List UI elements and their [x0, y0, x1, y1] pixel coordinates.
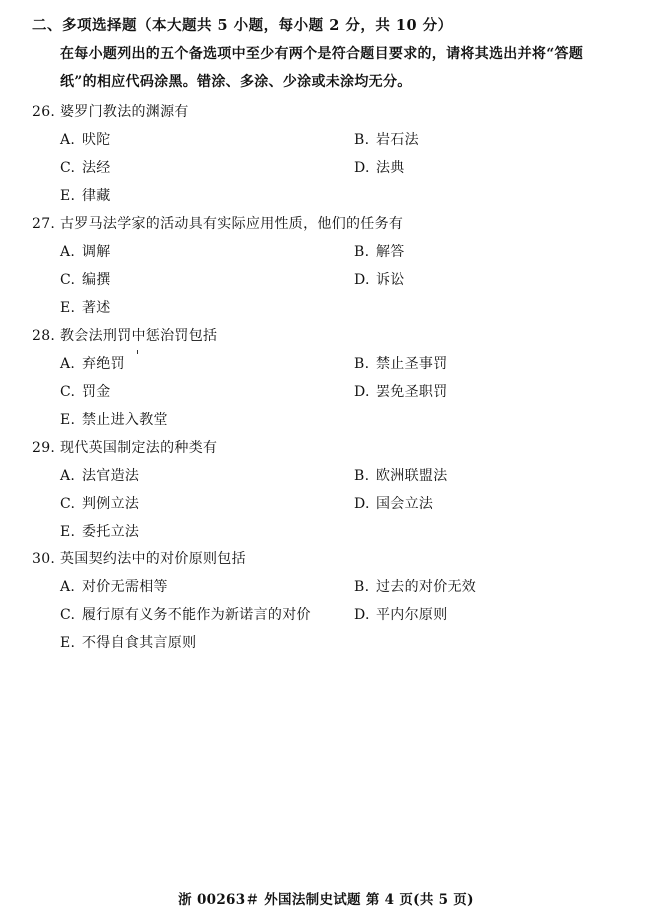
option-a — [60, 353, 125, 373]
option-text: 平内尔原则 — [376, 607, 448, 623]
option-a — [60, 241, 111, 261]
option-letter: D. — [354, 272, 370, 288]
question-text: 教会法刑罚中惩治罚包括 — [60, 328, 218, 344]
option-d — [354, 269, 405, 289]
option-letter: D. — [354, 384, 370, 400]
option-text: 罢免圣职罚 — [376, 384, 448, 400]
option-text: 对价无需相等 — [82, 579, 168, 595]
option-text: 过去的对价无效 — [376, 579, 477, 595]
option-letter: C. — [60, 384, 76, 400]
option-e — [60, 409, 168, 429]
question-stem — [32, 101, 189, 121]
option-letter: A. — [60, 356, 76, 372]
option-text: 禁止进入教堂 — [82, 412, 168, 428]
option-text: 判例立法 — [82, 496, 140, 512]
option-letter: B. — [354, 579, 370, 595]
question-text: 现代英国制定法的种类有 — [60, 440, 218, 456]
option-letter: A. — [60, 579, 76, 595]
option-letter: D. — [354, 160, 370, 176]
question-number: 26. — [32, 104, 56, 120]
option-letter: B. — [354, 356, 370, 372]
option-letter: E. — [60, 188, 76, 204]
option-text: 岩石法 — [376, 132, 419, 148]
question-number: 29. — [32, 440, 56, 456]
option-text: 解答 — [376, 244, 405, 260]
question-number: 27. — [32, 216, 56, 232]
option-text: 调解 — [82, 244, 111, 260]
question-stem — [32, 437, 217, 457]
option-b — [354, 576, 476, 596]
option-text: 法经 — [82, 160, 111, 176]
option-b — [354, 353, 448, 373]
option-letter: E. — [60, 412, 76, 428]
option-letter: D. — [354, 607, 370, 623]
option-letter: E. — [60, 635, 76, 651]
option-text: 履行原有义务不能作为新诺言的对价 — [82, 607, 311, 623]
option-text: 法典 — [376, 160, 405, 176]
option-text: 禁止圣事罚 — [376, 356, 448, 372]
option-text: 罚金 — [82, 384, 111, 400]
option-text: 法官造法 — [82, 468, 140, 484]
option-a — [60, 576, 168, 596]
option-c — [60, 381, 111, 401]
option-text: 欧洲联盟法 — [376, 468, 448, 484]
option-text: 律藏 — [82, 188, 111, 204]
option-text: 著述 — [82, 300, 111, 316]
option-text: 委托立法 — [82, 524, 140, 540]
option-d — [354, 604, 448, 624]
option-e — [60, 632, 196, 652]
option-letter: E. — [60, 300, 76, 316]
option-b — [354, 241, 405, 261]
option-letter: C. — [60, 160, 76, 176]
option-letter: B. — [354, 468, 370, 484]
option-text: 弃绝罚 — [82, 356, 125, 372]
option-letter: A. — [60, 132, 76, 148]
option-text: 不得自食其言原则 — [82, 635, 197, 651]
option-c — [60, 604, 311, 624]
option-c — [60, 493, 139, 513]
option-e — [60, 297, 111, 317]
section-title: 二、多项选择题（本大题共 5 小题，每小题 2 分，共 10 分） — [32, 17, 453, 34]
option-letter: B. — [354, 244, 370, 260]
question-stem — [32, 325, 217, 345]
page-footer: 浙 00263＃ 外国法制史试题 第 4 页(共 5 页) — [178, 892, 474, 908]
option-d — [354, 493, 433, 513]
option-a — [60, 465, 139, 485]
option-letter: C. — [60, 496, 76, 512]
option-d — [354, 157, 405, 177]
option-text: 吠陀 — [82, 132, 111, 148]
option-b — [354, 465, 448, 485]
instruction-line-2: 纸”的相应代码涂黑。错涂、多涂、少涂或未涂均无分。 — [60, 74, 412, 90]
option-text: 编撰 — [82, 272, 111, 288]
scan-speck — [137, 350, 138, 354]
option-d — [354, 381, 448, 401]
option-letter: C. — [60, 607, 76, 623]
question-number: 30. — [32, 551, 56, 567]
question-number: 28. — [32, 328, 56, 344]
option-a — [60, 129, 111, 149]
option-e — [60, 521, 139, 541]
question-text: 古罗马法学家的活动具有实际应用性质，他们的任务有 — [60, 216, 404, 232]
question-stem — [32, 548, 246, 568]
option-letter: C. — [60, 272, 76, 288]
option-b — [354, 129, 419, 149]
option-c — [60, 157, 111, 177]
option-e — [60, 185, 111, 205]
question-text: 婆罗门教法的渊源有 — [60, 104, 189, 120]
option-text: 诉讼 — [376, 272, 405, 288]
option-letter: A. — [60, 468, 76, 484]
question-text: 英国契约法中的对价原则包括 — [60, 551, 246, 567]
option-letter: A. — [60, 244, 76, 260]
question-stem — [32, 213, 403, 233]
option-letter: B. — [354, 132, 370, 148]
instruction-line-1: 在每小题列出的五个备选项中至少有两个是符合题目要求的，请将其选出并将“答题 — [60, 46, 584, 62]
option-letter: D. — [354, 496, 370, 512]
option-text: 国会立法 — [376, 496, 434, 512]
option-c — [60, 269, 111, 289]
option-letter: E. — [60, 524, 76, 540]
